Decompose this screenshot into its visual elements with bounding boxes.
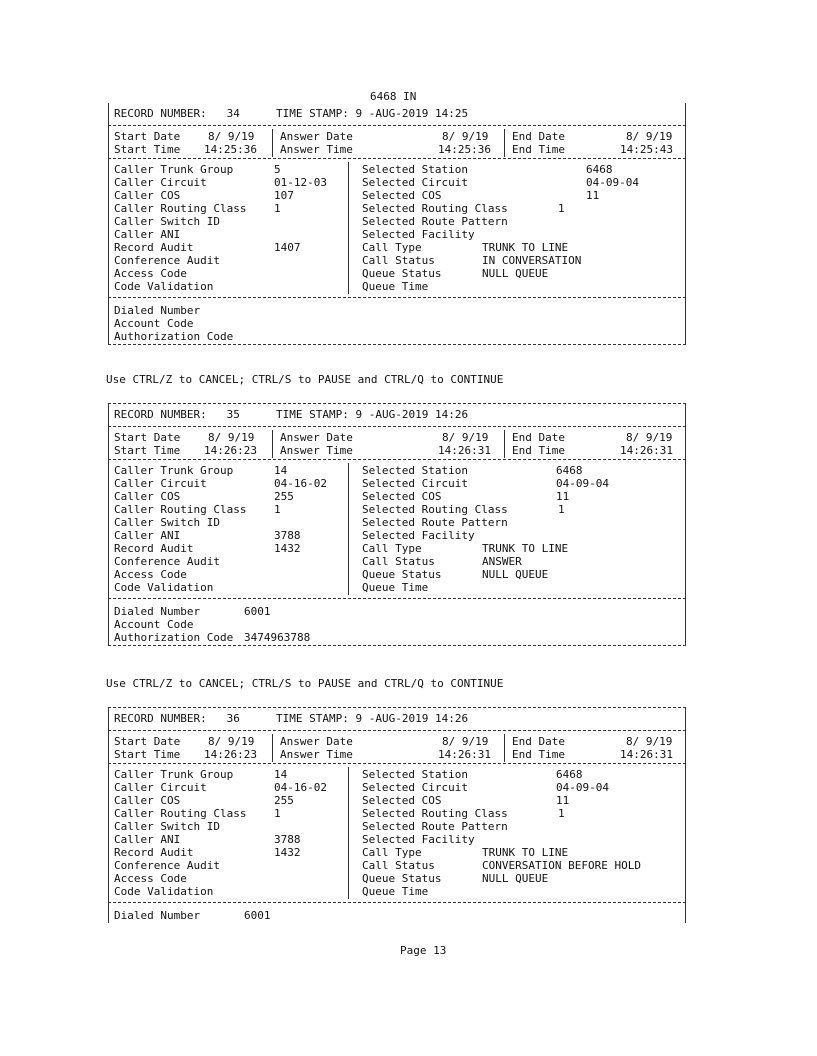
record-number-label: RECORD NUMBER: — [114, 712, 207, 725]
selected-circuit-label: Selected Circuit — [362, 176, 468, 189]
end-date-label: End Date — [512, 130, 565, 143]
caller-cos-label: Caller COS — [114, 490, 181, 503]
caller-ani-label: Caller ANI — [114, 228, 181, 241]
record-audit-label: Record Audit — [114, 241, 194, 254]
selected-cos-label: Selected COS — [362, 794, 442, 807]
queue-time-label: Queue Time — [362, 885, 429, 898]
call-type-value: TRUNK TO LINE — [482, 241, 569, 254]
account-code-label: Account Code — [114, 317, 194, 330]
caller-routing-class-value: 1 — [274, 503, 281, 516]
page-number: Page 13 — [400, 944, 447, 957]
end-date-value: 8/ 9/19 — [626, 130, 673, 143]
code-validation-label: Code Validation — [114, 280, 214, 293]
call-detail — [108, 460, 686, 598]
queue-status-value: NULL QUEUE — [482, 872, 549, 885]
end-date-label: End Date — [512, 735, 565, 748]
caller-ani-label: Caller ANI — [114, 529, 181, 542]
end-date-value: 8/ 9/19 — [626, 735, 673, 748]
record-header — [108, 404, 686, 426]
selected-cos-value: 11 — [586, 189, 600, 202]
caller-trunk-group-value: 14 — [274, 464, 288, 477]
end-date-value: 8/ 9/19 — [626, 431, 673, 444]
caller-switch-id-label: Caller Switch ID — [114, 820, 220, 833]
call-type-label: Call Type — [362, 241, 422, 254]
record-header — [108, 103, 686, 125]
selected-routing-class-value: 1 — [558, 202, 565, 215]
call-status-label: Call Status — [362, 859, 435, 872]
selected-circuit-value: 04-09-04 — [586, 176, 639, 189]
record-header — [108, 708, 686, 730]
answer-time-value: 14:26:31 — [438, 444, 491, 457]
answer-date-value: 8/ 9/19 — [442, 431, 489, 444]
selected-route-pattern-label: Selected Route Pattern — [362, 215, 508, 228]
call-status-label: Call Status — [362, 555, 435, 568]
selected-routing-class-label: Selected Routing Class — [362, 202, 508, 215]
dates-row — [108, 731, 686, 763]
selected-circuit-label: Selected Circuit — [362, 477, 468, 490]
access-code-label: Access Code — [114, 872, 187, 885]
end-time-value: 14:26:31 — [620, 748, 673, 761]
selected-circuit-value: 04-09-04 — [556, 781, 609, 794]
page-header: 6468 IN — [370, 90, 417, 103]
answer-time-label: Answer Time — [280, 143, 353, 156]
caller-circuit-value: 01-12-03 — [274, 176, 327, 189]
record-number-label: RECORD NUMBER: — [114, 408, 207, 421]
call-status-value: CONVERSATION BEFORE HOLD — [482, 859, 641, 872]
dialing-info — [108, 903, 686, 923]
time-stamp-label: TIME STAMP: — [276, 712, 349, 725]
queue-status-label: Queue Status — [362, 872, 442, 885]
selected-station-label: Selected Station — [362, 768, 468, 781]
caller-circuit-label: Caller Circuit — [114, 477, 207, 490]
end-date-label: End Date — [512, 431, 565, 444]
start-date-value: 8/ 9/19 — [208, 431, 255, 444]
queue-status-label: Queue Status — [362, 267, 442, 280]
cancel-message: Use CTRL/Z to CANCEL; CTRL/S to PAUSE and CTRL/Q to CONTINUE — [106, 677, 504, 690]
record-block — [108, 403, 686, 646]
selected-circuit-label: Selected Circuit — [362, 781, 468, 794]
caller-circuit-value: 04-16-02 — [274, 477, 327, 490]
dialed-number-label: Dialed Number — [114, 304, 201, 317]
code-validation-label: Code Validation — [114, 885, 214, 898]
selected-cos-value: 11 — [556, 794, 570, 807]
queue-time-label: Queue Time — [362, 280, 429, 293]
caller-trunk-group-value: 14 — [274, 768, 288, 781]
end-time-label: End Time — [512, 748, 565, 761]
start-date-value: 8/ 9/19 — [208, 735, 255, 748]
dialed-number-value: 6001 — [244, 605, 271, 618]
call-status-label: Call Status — [362, 254, 435, 267]
call-type-value: TRUNK TO LINE — [482, 542, 569, 555]
time-stamp-label: TIME STAMP: — [276, 107, 349, 120]
record-number-value: 36 — [226, 712, 240, 725]
authorization-code-label: Authorization Code — [114, 330, 234, 343]
access-code-label: Access Code — [114, 568, 187, 581]
selected-station-label: Selected Station — [362, 464, 468, 477]
selected-routing-class-label: Selected Routing Class — [362, 807, 508, 820]
end-time-value: 14:25:43 — [620, 143, 673, 156]
answer-date-value: 8/ 9/19 — [442, 130, 489, 143]
conference-audit-label: Conference Audit — [114, 254, 220, 267]
time-stamp-label: TIME STAMP: — [276, 408, 349, 421]
dialing-info — [108, 298, 686, 344]
selected-cos-label: Selected COS — [362, 490, 442, 503]
start-time-label: Start Time — [114, 748, 181, 761]
time-stamp-value: 9 -AUG-2019 14:26 — [355, 408, 469, 421]
start-date-label: Start Date — [114, 431, 181, 444]
caller-routing-class-value: 1 — [274, 202, 281, 215]
selected-circuit-value: 04-09-04 — [556, 477, 609, 490]
call-detail — [108, 159, 686, 297]
caller-ani-label: Caller ANI — [114, 833, 181, 846]
selected-route-pattern-label: Selected Route Pattern — [362, 820, 508, 833]
conference-audit-label: Conference Audit — [114, 859, 220, 872]
queue-status-value: NULL QUEUE — [482, 568, 549, 581]
start-date-label: Start Date — [114, 130, 181, 143]
answer-date-label: Answer Date — [280, 130, 353, 143]
selected-facility-label: Selected Facility — [362, 833, 475, 846]
conference-audit-label: Conference Audit — [114, 555, 220, 568]
call-type-label: Call Type — [362, 542, 422, 555]
caller-cos-label: Caller COS — [114, 794, 181, 807]
dates-row — [108, 126, 686, 158]
selected-routing-class-value: 1 — [558, 807, 565, 820]
caller-trunk-group-label: Caller Trunk Group — [114, 464, 234, 477]
selected-cos-value: 11 — [556, 490, 570, 503]
account-code-label: Account Code — [114, 618, 194, 631]
time-stamp-value: 9 -AUG-2019 14:26 — [355, 712, 469, 725]
selected-routing-class-value: 1 — [558, 503, 565, 516]
selected-cos-label: Selected COS — [362, 189, 442, 202]
selected-routing-class-label: Selected Routing Class — [362, 503, 508, 516]
record-block — [108, 707, 686, 923]
selected-route-pattern-label: Selected Route Pattern — [362, 516, 508, 529]
caller-switch-id-label: Caller Switch ID — [114, 215, 220, 228]
caller-circuit-value: 04-16-02 — [274, 781, 327, 794]
answer-date-value: 8/ 9/19 — [442, 735, 489, 748]
start-date-label: Start Date — [114, 735, 181, 748]
code-validation-label: Code Validation — [114, 581, 214, 594]
selected-facility-label: Selected Facility — [362, 529, 475, 542]
selected-facility-label: Selected Facility — [362, 228, 475, 241]
record-audit-value: 1432 — [274, 846, 301, 859]
queue-status-value: NULL QUEUE — [482, 267, 549, 280]
end-time-value: 14:26:31 — [620, 444, 673, 457]
record-audit-label: Record Audit — [114, 542, 194, 555]
answer-date-label: Answer Date — [280, 735, 353, 748]
time-stamp-value: 9 -AUG-2019 14:25 — [355, 107, 469, 120]
selected-station-label: Selected Station — [362, 163, 468, 176]
caller-trunk-group-label: Caller Trunk Group — [114, 768, 234, 781]
end-time-label: End Time — [512, 143, 565, 156]
caller-circuit-label: Caller Circuit — [114, 781, 207, 794]
queue-status-label: Queue Status — [362, 568, 442, 581]
authorization-code-label: Authorization Code — [114, 631, 234, 644]
dialed-number-value: 6001 — [244, 909, 271, 922]
authorization-code-value: 3474963788 — [244, 631, 311, 644]
call-type-value: TRUNK TO LINE — [482, 846, 569, 859]
caller-routing-class-label: Caller Routing Class — [114, 503, 247, 516]
answer-time-value: 14:25:36 — [438, 143, 491, 156]
answer-time-label: Answer Time — [280, 444, 353, 457]
queue-time-label: Queue Time — [362, 581, 429, 594]
call-status-value: IN CONVERSATION — [482, 254, 582, 267]
caller-routing-class-value: 1 — [274, 807, 281, 820]
caller-cos-value: 255 — [274, 794, 294, 807]
record-audit-value: 1407 — [274, 241, 301, 254]
start-time-value: 14:25:36 — [204, 143, 257, 156]
dialing-info — [108, 599, 686, 645]
call-detail — [108, 764, 686, 902]
access-code-label: Access Code — [114, 267, 187, 280]
selected-station-value: 6468 — [556, 768, 583, 781]
answer-time-value: 14:26:31 — [438, 748, 491, 761]
caller-cos-label: Caller COS — [114, 189, 181, 202]
caller-trunk-group-value: 5 — [274, 163, 281, 176]
record-number-value: 35 — [226, 408, 240, 421]
caller-trunk-group-label: Caller Trunk Group — [114, 163, 234, 176]
caller-ani-value: 3788 — [274, 529, 301, 542]
start-time-label: Start Time — [114, 444, 181, 457]
end-time-label: End Time — [512, 444, 565, 457]
selected-station-value: 6468 — [556, 464, 583, 477]
caller-cos-value: 255 — [274, 490, 294, 503]
record-number-value: 34 — [226, 107, 240, 120]
call-type-label: Call Type — [362, 846, 422, 859]
caller-cos-value: 107 — [274, 189, 294, 202]
dialed-number-label: Dialed Number — [114, 605, 201, 618]
record-audit-value: 1432 — [274, 542, 301, 555]
answer-date-label: Answer Date — [280, 431, 353, 444]
record-number-label: RECORD NUMBER: — [114, 107, 207, 120]
start-time-value: 14:26:23 — [204, 444, 257, 457]
caller-circuit-label: Caller Circuit — [114, 176, 207, 189]
start-time-label: Start Time — [114, 143, 181, 156]
dates-row — [108, 427, 686, 459]
start-date-value: 8/ 9/19 — [208, 130, 255, 143]
call-status-value: ANSWER — [482, 555, 522, 568]
record-block — [108, 103, 686, 345]
record-audit-label: Record Audit — [114, 846, 194, 859]
selected-station-value: 6468 — [586, 163, 613, 176]
caller-routing-class-label: Caller Routing Class — [114, 807, 247, 820]
caller-ani-value: 3788 — [274, 833, 301, 846]
answer-time-label: Answer Time — [280, 748, 353, 761]
cancel-message: Use CTRL/Z to CANCEL; CTRL/S to PAUSE and CTRL/Q to CONTINUE — [106, 373, 504, 386]
dialed-number-label: Dialed Number — [114, 909, 201, 922]
caller-routing-class-label: Caller Routing Class — [114, 202, 247, 215]
caller-switch-id-label: Caller Switch ID — [114, 516, 220, 529]
start-time-value: 14:26:23 — [204, 748, 257, 761]
